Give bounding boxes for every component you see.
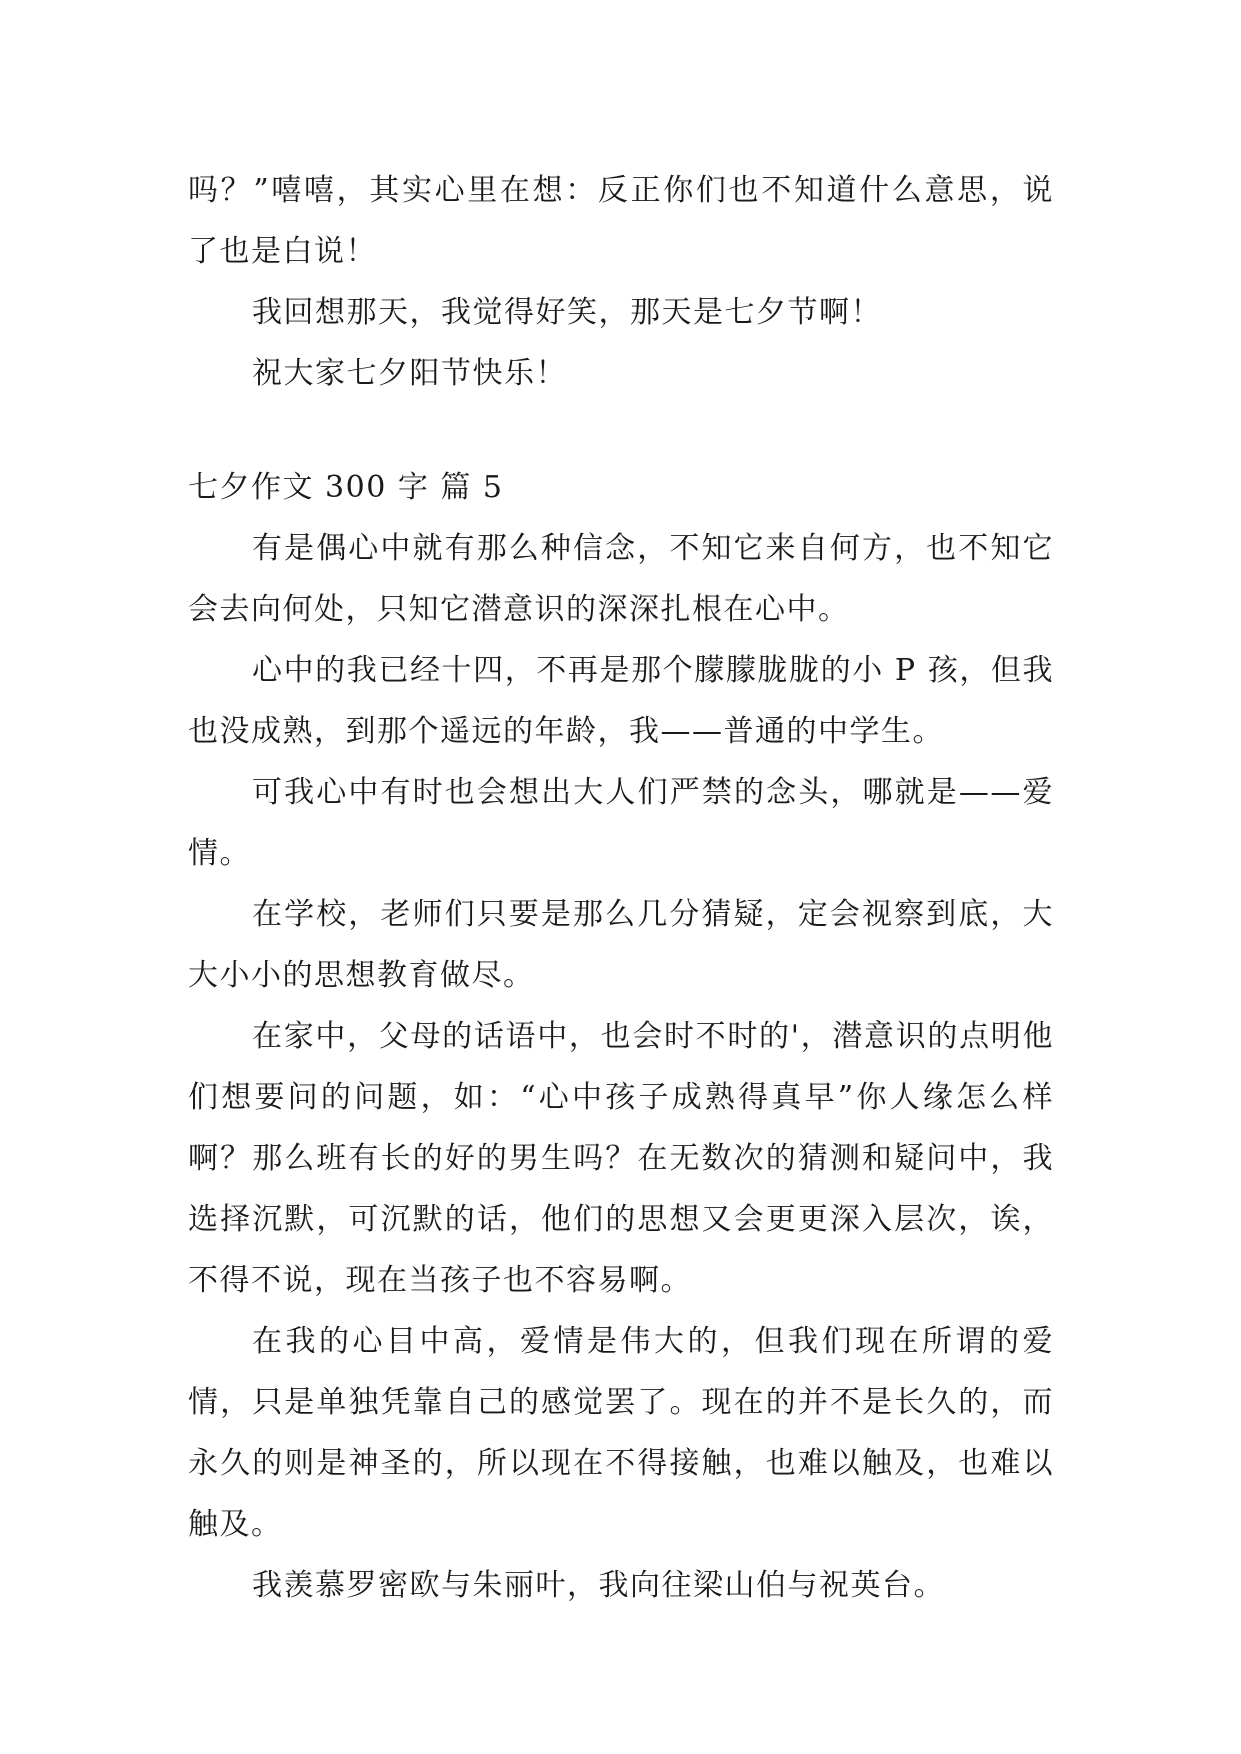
paragraph: 心中的我已经十四，不再是那个朦朦胧胧的小 P 孩，但我也没成熟，到那个遥远的年龄，我——普通的中学生。 [188,653,1054,749]
paragraph: 在家中，父母的话语中，也会时不时的'，潜意识的点明他们想要问的问题，如：“心中孩子成熟得真早”你人缘怎么样啊？那么班有长的好的男生吗？在无数次的猜测和疑问中，我选择沉默，可沉默的话，他们的思想又会更更深入层次，诶，不得不说，现在当孩子也不容易啊。 [188,1019,1054,1298]
paragraph: 在我的心目中高，爱情是伟大的，但我们现在所谓的爱情，只是单独凭靠自己的感觉罢了。现在的并不是长久的，而永久的则是神圣的，所以现在不得接触，也难以触及，也难以触及。 [188,1324,1054,1542]
section-title: 七夕作文 300 字 篇 5 [188,470,504,505]
paragraph: 祝大家七夕阳节快乐！ [252,356,567,391]
paragraph: 我回想那天，我觉得好笑，那天是七夕节啊！ [252,295,882,330]
paragraph: 我羡慕罗密欧与朱丽叶，我向往梁山伯与祝英台。 [252,1568,945,1603]
document-body [188,160,1054,1616]
paragraph: 在学校，老师们只要是那么几分猜疑，定会视察到底，大大小小的思想教育做尽。 [188,897,1054,993]
paragraph: 有是偶心中就有那么种信念，不知它来自何方，也不知它会去向何处，只知它潜意识的深深扎根在心中。 [188,531,1054,627]
paragraph-continued: 吗？”嘻嘻，其实心里在想：反正你们也不知道什么意思，说了也是白说！ [188,173,1054,269]
paragraph: 可我心中有时也会想出大人们严禁的念头，哪就是——爱情。 [188,775,1054,871]
